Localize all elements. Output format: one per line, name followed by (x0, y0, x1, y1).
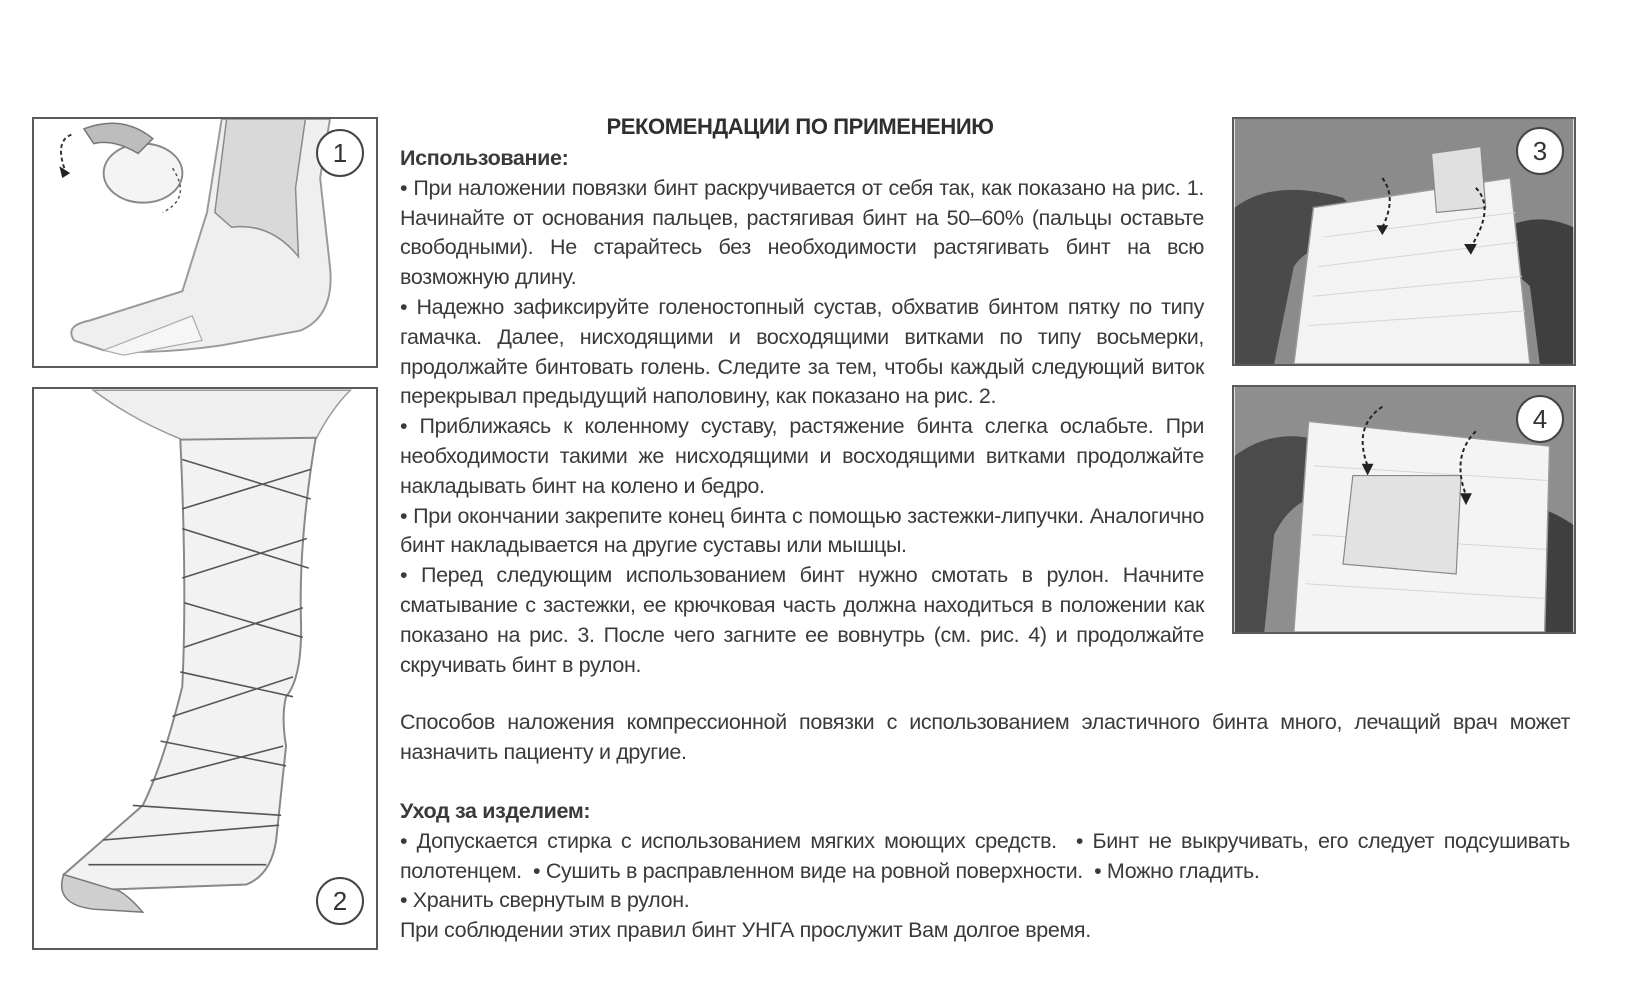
care-footer: При соблюдении этих правил бинт УНГА прослужит Вам долгое время. (400, 918, 1091, 943)
figure-number-badge: 3 (1516, 127, 1564, 175)
figure-1-bandage-start (32, 117, 378, 368)
figure-2-wrapped-leg (32, 387, 378, 950)
figure-number-badge: 4 (1516, 395, 1564, 443)
care-item: • Допускается стирка с использованием мягких моющих средств. (400, 828, 1057, 853)
care-item: • Бинт не выкручивать, его следует подсушивать полотенцем. (400, 828, 1571, 883)
care-heading: Уход за изделием: (400, 799, 591, 823)
usage-item: • При наложении повязки бинт раскручивается от себя так, как показано на рис. 1. Начинайте от основания пальцев, растягивая бинт на 50–60% (пальцы оставьте свободными). Не старайтесь без необходимости растягивать бинт на всю возможную длину. (400, 175, 1204, 290)
care-item: • Хранить свернутым в рулон. (400, 888, 690, 913)
usage-note (400, 708, 1570, 768)
care-item: • Сушить в расправленном виде на ровной поверхности. (533, 858, 1083, 883)
usage-section (400, 144, 1204, 680)
wrapped-leg-illustration (34, 389, 376, 948)
figure-number-badge: 1 (316, 129, 364, 177)
usage-item: • При окончании закрепите конец бинта с помощью застежки-липучки. Аналогично бинт накладывается на другие суставы или мышцы. (400, 503, 1204, 558)
figure-3-velcro-position (1232, 117, 1576, 366)
care-item: • Можно гладить. (1094, 858, 1260, 883)
usage-item: • Перед следующим использованием бинт нужно смотать в рулон. Начните сматывание с застежки, ее крючковая часть должна находиться в положении как показано на рис. 3. После чего загните ее вовнутрь (см. рис. 4) и продолжайте скручивать бинт в рулон. (400, 563, 1204, 677)
figure-4-velcro-folded (1232, 385, 1576, 634)
usage-heading: Использование: (400, 146, 569, 170)
figure-number-badge: 2 (316, 877, 364, 925)
usage-note-text: Способов наложения компрессионной повязки с использованием эластичного бинта много, лечащий врач может назначить пациенту и другие. (400, 710, 1570, 764)
usage-item: • Приближаясь к коленному суставу, растяжение бинта слегка ослабьте. При необходимости такими же нисходящими и восходящими витками продолжайте накладывать бинт на колено и бедро. (400, 414, 1204, 498)
page-title: РЕКОМЕНДАЦИИ ПО ПРИМЕНЕНИЮ (606, 114, 994, 139)
care-section (400, 797, 1570, 946)
usage-item: • Надежно зафиксируйте голеностопный сустав, обхватив бинтом пятку по типу гамачка. Далее, нисходящими и восходящими витками по типу восьмерки, продолжайте бинтовать голень. Следите за тем, чтобы каждый следующий виток перекрывал предыдущий наполовину, как показано на рис. 2. (400, 294, 1204, 409)
